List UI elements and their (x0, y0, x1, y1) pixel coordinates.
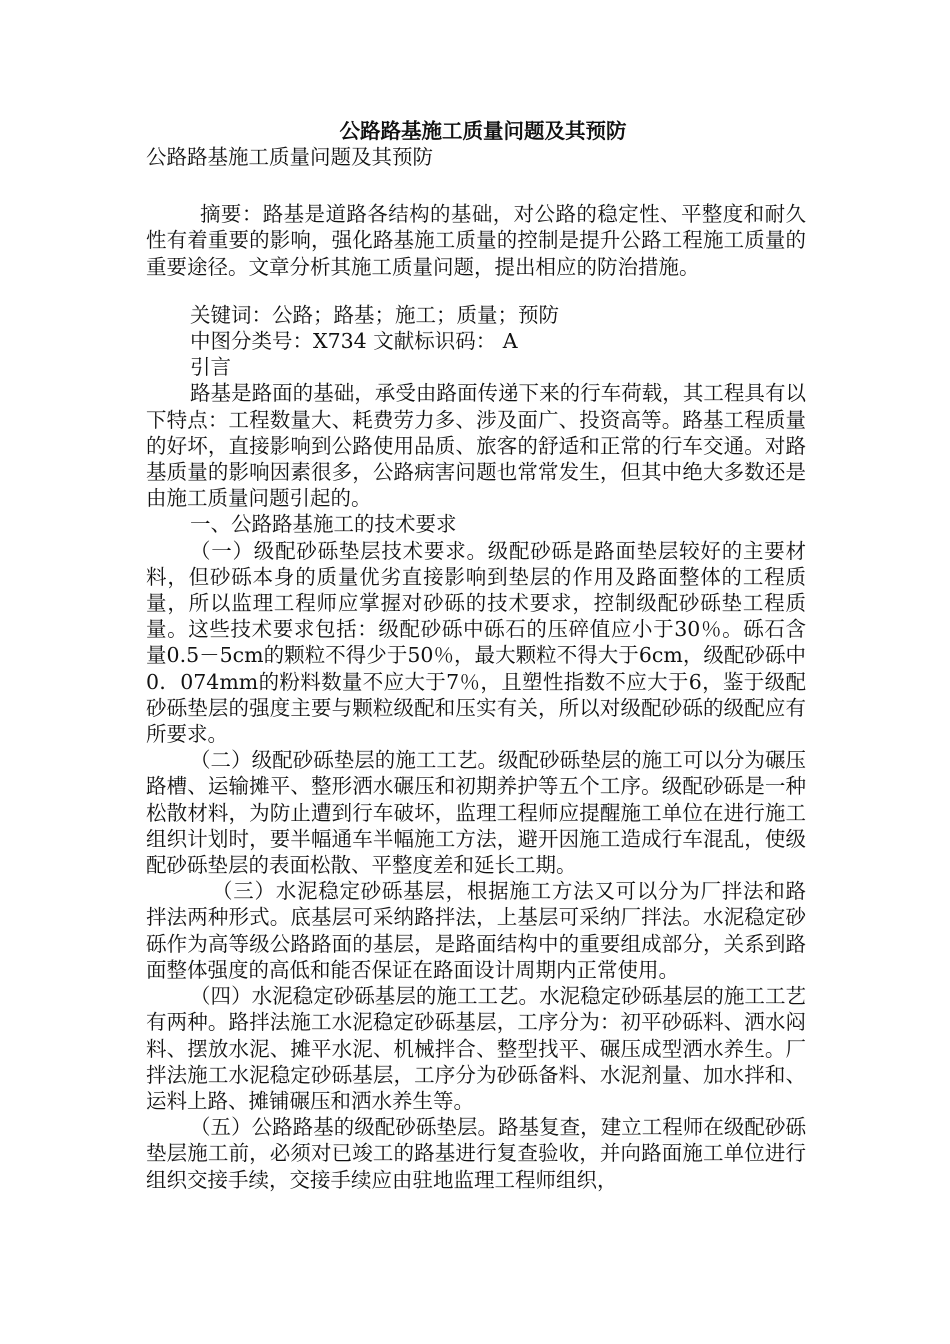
section-heading-1: 一、公路路基施工的技术要求 (190, 512, 457, 537)
paragraph-4: （四）水泥稳定砂砾基层的施工工艺。水泥稳定砂砾基层的施工工艺有两种。路拌法施工水泥稳定砂砾基层，工序分为：初平砂砾料、洒水闷料、摆放水泥、摊平水泥、机械拌合、整型找平、碾压成型洒水养生。厂拌法施工水泥稳定砂砾基层，工序分为砂砾备料、水泥剂量、加水拌和、运料上路、摊铺碾压和洒水养生等。 (146, 984, 806, 1113)
spacer (146, 280, 806, 302)
paragraph-1: （一）级配砂砾垫层技术要求。级配砂砾是路面垫层较好的主要材料，但砂砾本身的质量优劣直接影响到垫层的作用及路面整体的工程质量，所以监理工程师应掌握对砂砾的技术要求，控制级配砂砾垫工程质量。这些技术要求包括：级配砂砾中砾石的压碎值应小于30％。砾石含量0.5－5cm的颗粒不得少于50％，最大颗粒不得大于6cm，级配砂砾中0．074mm的粉料数量不应大于7％，且塑性指数不应大于6，鉴于级配砂砾垫层的强度主要与颗粒级配和压实有关，所以对级配砂砾的级配应有所要求。 (146, 538, 806, 747)
spacer (146, 170, 806, 196)
intro-heading: 引言 (190, 355, 231, 380)
abstract-paragraph: 摘要：路基是道路各结构的基础，对公路的稳定性、平整度和耐久性有着重要的影响，强化路基施工质量的控制是提升公路工程施工质量的重要途径。文章分析其施工质量问题，提出相应的防治措施。 (146, 202, 806, 279)
document-title: 公路路基施工质量问题及其预防 (339, 119, 627, 143)
intro-paragraph: 路基是路面的基础，承受由路面传递下来的行车荷载，其工程具有以下特点：工程数量大、耗费劳力多、涉及面广、投资高等。路基工程质量的好坏，直接影响到公路使用品质、旅客的舒适和正常的行车交通。对路基质量的影响因素很多，公路病害问题也常常发生，但其中绝大多数还是由施工质量问题引起的。 (146, 381, 806, 511)
keywords-line: 关键词：公路；路基；施工；质量；预防 (190, 302, 559, 327)
paragraph-2: （二）级配砂砾垫层的施工工艺。级配砂砾垫层的施工可以分为碾压路槽、运输摊平、整形洒水碾压和初期养护等五个工序。级配砂砾是一种松散材料，为防止遭到行车破坏，监理工程师应提醒施工单位在进行施工组织计划时，要半幅通车半幅施工方法，避开因施工造成行车混乱，使级配砂砾垫层的表面松散、平整度差和延长工期。 (146, 748, 806, 878)
document-subtitle: 公路路基施工质量问题及其预防 (146, 145, 433, 169)
classification-line: 中图分类号：X734 文献标识码： A (190, 329, 518, 354)
paragraph-3: （三）水泥稳定砂砾基层，根据施工方法又可以分为厂拌法和路拌法两种形式。底基层可采纳路拌法，上基层可采纳厂拌法。水泥稳定砂砾作为高等级公路路面的基层，是路面结构中的重要组成部分，关系到路面整体强度的高低和能否保证在路面设计周期内正常使用。 (146, 879, 806, 982)
document-page (146, 118, 806, 1193)
paragraph-5: （五）公路路基的级配砂砾垫层。路基复查，建立工程师在级配砂砾垫层施工前，必须对已竣工的路基进行复查验收，并向路面施工单位进行组织交接手续，交接手续应由驻地监理工程师组织， (146, 1115, 806, 1192)
